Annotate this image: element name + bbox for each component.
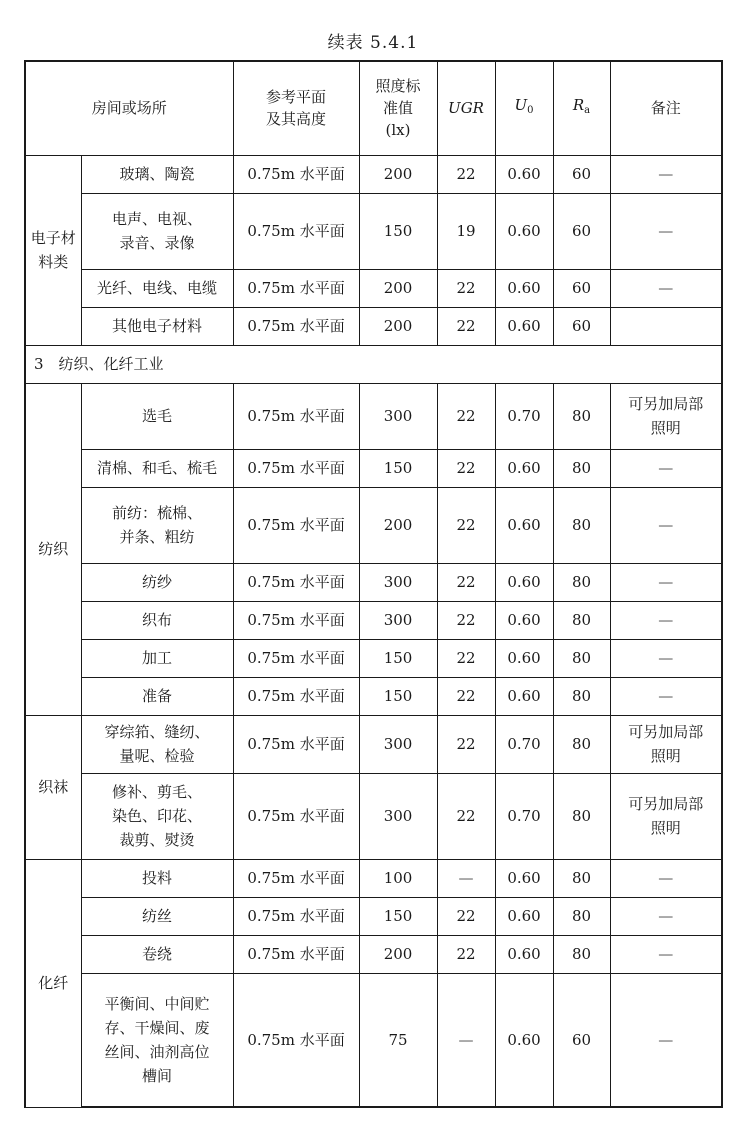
ugr-value: 22 — [437, 639, 495, 677]
ugr-value: 22 — [437, 563, 495, 601]
room-name: 纺纱 — [81, 563, 233, 601]
illuminance-value: 200 — [359, 935, 437, 973]
note: — — [610, 193, 722, 269]
u0-value: 0.60 — [495, 563, 553, 601]
ra-value: 80 — [553, 449, 610, 487]
table-row — [25, 563, 722, 601]
note: — — [610, 859, 722, 897]
room-name: 玻璃、陶瓷 — [81, 155, 233, 193]
reference-plane: 0.75m 水平面 — [233, 935, 359, 973]
ra-value: 80 — [553, 715, 610, 773]
ugr-value: — — [437, 859, 495, 897]
group-hosiery: 织袜 — [25, 715, 81, 859]
ra-value: 60 — [553, 307, 610, 345]
illuminance-value: 150 — [359, 449, 437, 487]
u0-value: 0.60 — [495, 487, 553, 563]
room-name: 清棉、和毛、梳毛 — [81, 449, 233, 487]
note: — — [610, 973, 722, 1107]
room-name: 穿综筘、缝纫、 量呢、检验 — [81, 715, 233, 773]
illuminance-value: 200 — [359, 487, 437, 563]
ugr-value: — — [437, 973, 495, 1107]
header-note: 备注 — [610, 61, 722, 155]
u0-value: 0.70 — [495, 715, 553, 773]
reference-plane: 0.75m 水平面 — [233, 601, 359, 639]
illuminance-value: 300 — [359, 773, 437, 859]
reference-plane: 0.75m 水平面 — [233, 307, 359, 345]
room-name: 准备 — [81, 677, 233, 715]
room-name: 电声、电视、 录音、录像 — [81, 193, 233, 269]
ra-value: 80 — [553, 897, 610, 935]
ra-value: 80 — [553, 859, 610, 897]
reference-plane: 0.75m 水平面 — [233, 487, 359, 563]
table-row — [25, 487, 722, 563]
room-name: 平衡间、中间贮 存、干燥间、废 丝间、油剂高位 槽间 — [81, 973, 233, 1107]
ugr-value: 22 — [437, 897, 495, 935]
table-row — [25, 935, 722, 973]
room-name: 投料 — [81, 859, 233, 897]
reference-plane: 0.75m 水平面 — [233, 269, 359, 307]
u0-value: 0.70 — [495, 383, 553, 449]
illuminance-value: 150 — [359, 193, 437, 269]
ra-value: 60 — [553, 193, 610, 269]
reference-plane: 0.75m 水平面 — [233, 973, 359, 1107]
u0-value: 0.60 — [495, 449, 553, 487]
ugr-value: 22 — [437, 487, 495, 563]
room-name: 织布 — [81, 601, 233, 639]
ra-value: 80 — [553, 487, 610, 563]
group-textile: 纺织 — [25, 383, 81, 715]
ra-value: 80 — [553, 563, 610, 601]
u0-value: 0.60 — [495, 269, 553, 307]
reference-plane: 0.75m 水平面 — [233, 677, 359, 715]
header-illuminance — [359, 61, 437, 155]
room-name: 卷绕 — [81, 935, 233, 973]
ugr-value: 22 — [437, 935, 495, 973]
room-name: 光纤、电线、电缆 — [81, 269, 233, 307]
header-ra — [553, 61, 610, 155]
ugr-value: 22 — [437, 601, 495, 639]
ra-value: 60 — [553, 269, 610, 307]
note: 可另加局部 照明 — [610, 383, 722, 449]
table-row — [25, 155, 722, 193]
reference-plane: 0.75m 水平面 — [233, 859, 359, 897]
ra-value: 80 — [553, 773, 610, 859]
illuminance-value: 300 — [359, 601, 437, 639]
note — [610, 307, 722, 345]
header-ra-sub: a — [584, 105, 591, 117]
header-u0 — [495, 61, 553, 155]
note: 可另加局部 照明 — [610, 715, 722, 773]
u0-value: 0.60 — [495, 859, 553, 897]
u0-value: 0.60 — [495, 601, 553, 639]
room-name: 加工 — [81, 639, 233, 677]
table-row — [25, 773, 722, 859]
ugr-value: 22 — [437, 449, 495, 487]
reference-plane: 0.75m 水平面 — [233, 193, 359, 269]
u0-value: 0.60 — [495, 677, 553, 715]
ugr-value: 22 — [437, 677, 495, 715]
reference-plane: 0.75m 水平面 — [233, 563, 359, 601]
ra-value: 80 — [553, 677, 610, 715]
note: — — [610, 677, 722, 715]
table-row — [25, 269, 722, 307]
table-row — [25, 859, 722, 897]
table-caption: 续表 5.4.1 — [327, 33, 419, 53]
illuminance-value: 100 — [359, 859, 437, 897]
table-row — [25, 449, 722, 487]
illuminance-value: 200 — [359, 269, 437, 307]
table-row — [25, 715, 722, 773]
illuminance-value: 200 — [359, 307, 437, 345]
ra-value: 80 — [553, 383, 610, 449]
u0-value: 0.60 — [495, 155, 553, 193]
header-ra-main: R — [572, 96, 585, 115]
note: 可另加局部 照明 — [610, 773, 722, 859]
illuminance-table — [24, 60, 723, 1108]
illuminance-value: 150 — [359, 897, 437, 935]
table-row — [25, 307, 722, 345]
room-name: 前纺：梳棉、 并条、粗纺 — [81, 487, 233, 563]
room-name: 选毛 — [81, 383, 233, 449]
ugr-value: 22 — [437, 773, 495, 859]
ra-value: 80 — [553, 935, 610, 973]
ugr-value: 22 — [437, 307, 495, 345]
note: — — [610, 639, 722, 677]
illuminance-value: 300 — [359, 383, 437, 449]
ugr-value: 22 — [437, 715, 495, 773]
u0-value: 0.60 — [495, 973, 553, 1107]
header-plane-line2: 及其高度 — [266, 110, 327, 129]
ugr-value: 19 — [437, 193, 495, 269]
note: — — [610, 935, 722, 973]
illuminance-value: 300 — [359, 563, 437, 601]
group-electronic: 电子材 料类 — [25, 155, 81, 345]
header-plane — [233, 61, 359, 155]
u0-value: 0.70 — [495, 773, 553, 859]
section-row — [25, 345, 722, 383]
note: — — [610, 487, 722, 563]
ugr-value: 22 — [437, 269, 495, 307]
note: — — [610, 897, 722, 935]
reference-plane: 0.75m 水平面 — [233, 897, 359, 935]
u0-value: 0.60 — [495, 193, 553, 269]
reference-plane: 0.75m 水平面 — [233, 773, 359, 859]
illuminance-value: 75 — [359, 973, 437, 1107]
u0-value: 0.60 — [495, 935, 553, 973]
illuminance-value: 150 — [359, 639, 437, 677]
note: — — [610, 449, 722, 487]
group-chemfiber: 化纤 — [25, 859, 81, 1107]
note: — — [610, 269, 722, 307]
table-row — [25, 897, 722, 935]
table-row — [25, 639, 722, 677]
ugr-value: 22 — [437, 155, 495, 193]
room-name: 其他电子材料 — [81, 307, 233, 345]
table-row — [25, 601, 722, 639]
u0-value: 0.60 — [495, 307, 553, 345]
header-u0-sub: 0 — [527, 105, 534, 117]
illuminance-value: 150 — [359, 677, 437, 715]
note: — — [610, 563, 722, 601]
note: — — [610, 155, 722, 193]
header-room: 房间或场所 — [25, 61, 233, 155]
illuminance-value: 300 — [359, 715, 437, 773]
ra-value: 80 — [553, 639, 610, 677]
room-name: 纺丝 — [81, 897, 233, 935]
section-title: 3 纺织、化纤工业 — [25, 345, 722, 383]
header-illum-line3: (lx) — [385, 121, 411, 140]
header-u0-main: U — [514, 96, 528, 115]
header-illum-line2: 准值 — [383, 99, 414, 118]
header-ugr: UGR — [437, 61, 495, 155]
room-name: 修补、剪毛、 染色、印花、 裁剪、熨烫 — [81, 773, 233, 859]
reference-plane: 0.75m 水平面 — [233, 715, 359, 773]
header-row — [25, 61, 722, 155]
table-row — [25, 193, 722, 269]
ra-value: 60 — [553, 973, 610, 1107]
ra-value: 60 — [553, 155, 610, 193]
reference-plane: 0.75m 水平面 — [233, 155, 359, 193]
u0-value: 0.60 — [495, 897, 553, 935]
table-row — [25, 973, 722, 1107]
table-row — [25, 677, 722, 715]
reference-plane: 0.75m 水平面 — [233, 449, 359, 487]
illuminance-value: 200 — [359, 155, 437, 193]
u0-value: 0.60 — [495, 639, 553, 677]
header-illum-line1: 照度标 — [375, 77, 421, 96]
header-plane-line1: 参考平面 — [266, 88, 327, 107]
ugr-value: 22 — [437, 383, 495, 449]
ra-value: 80 — [553, 601, 610, 639]
reference-plane: 0.75m 水平面 — [233, 639, 359, 677]
note: — — [610, 601, 722, 639]
table-row — [25, 383, 722, 449]
reference-plane: 0.75m 水平面 — [233, 383, 359, 449]
